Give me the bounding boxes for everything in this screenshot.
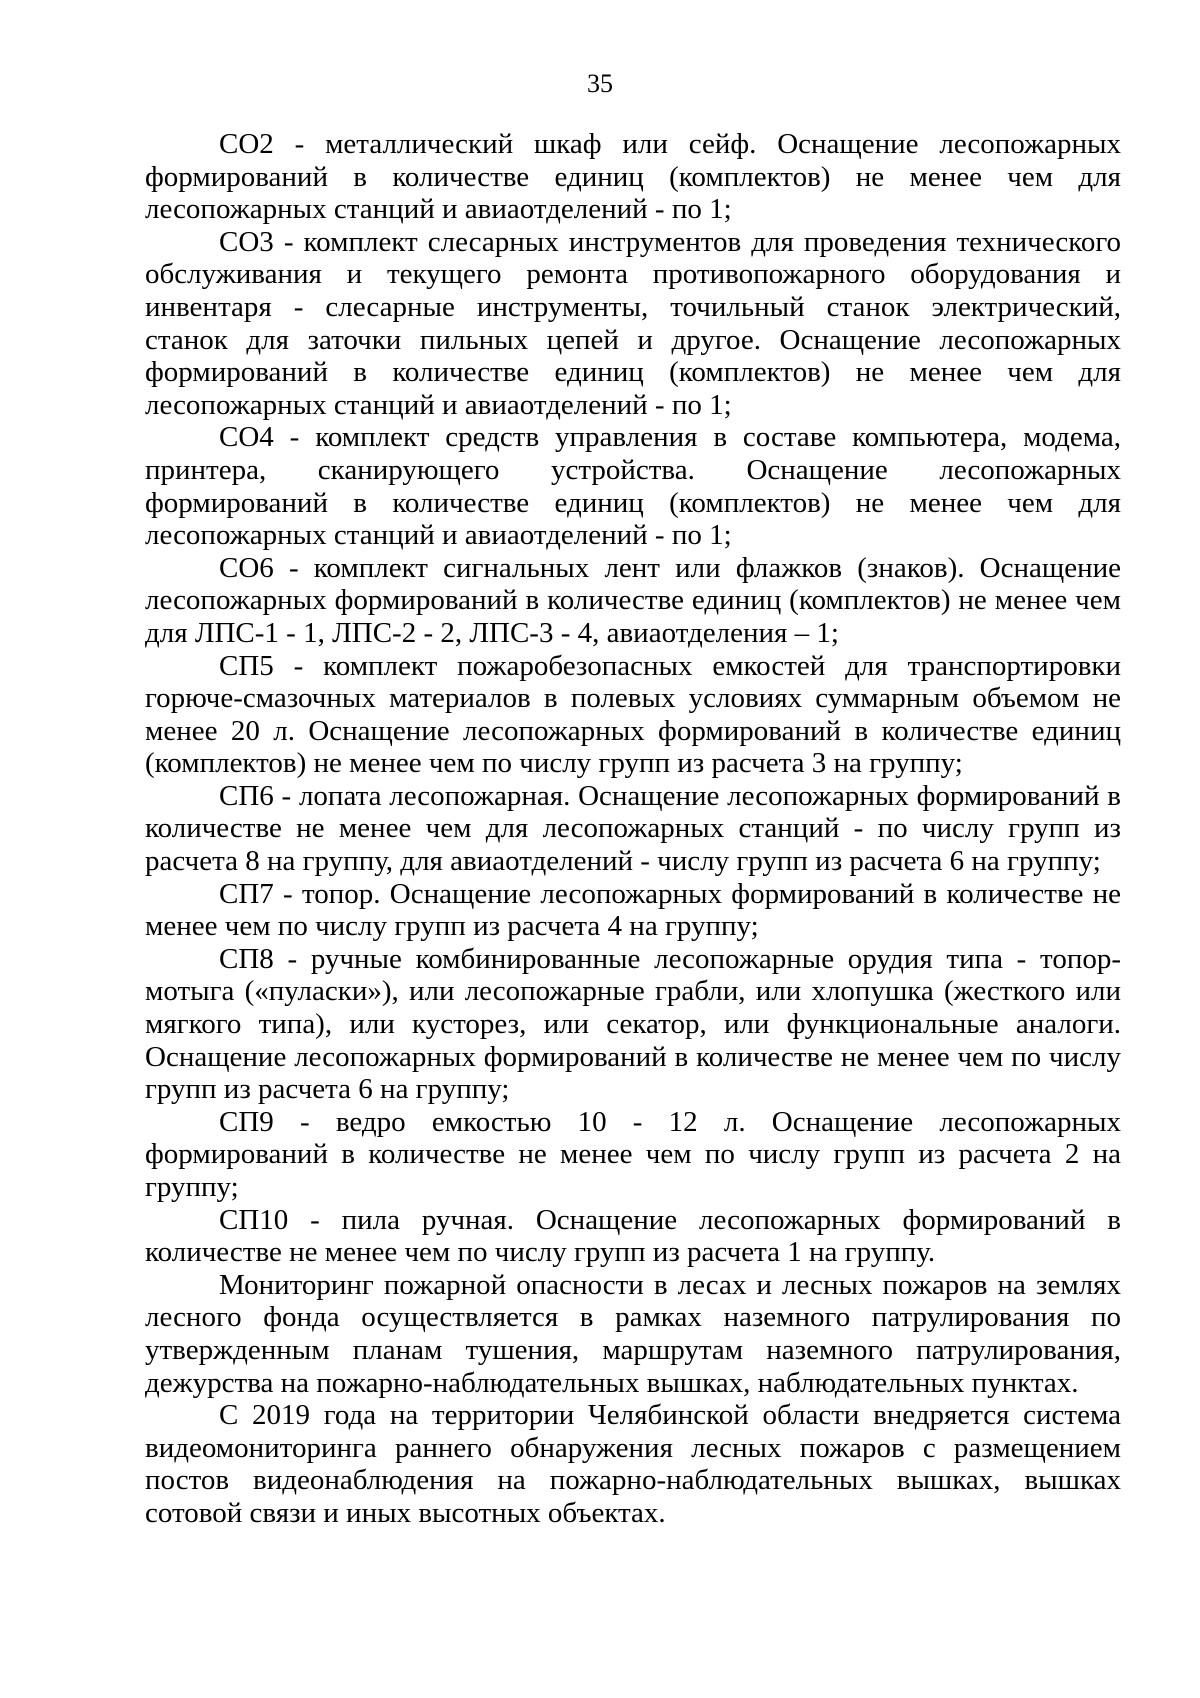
paragraph-sp5: СП5 - комплект пожаробезопасных емкостей для транспортировки горюче-смазочных материалов в полевых условиях суммарным объемом не менее 20 л. Оснащение лесопожарных формирований в количестве единиц (комплектов) не менее чем по числу групп из расчета 3 на группу; (145, 649, 1121, 780)
page-number: 35 (587, 69, 613, 98)
paragraph-sp10: СП10 - пила ручная. Оснащение лесопожарных формирований в количестве не менее чем по числу групп из расчета 1 на группу. (145, 1203, 1121, 1269)
paragraph-sp9: СП9 - ведро емкостью 10 - 12 л. Оснащение лесопожарных формирований в количестве не менее чем по числу групп из расчета 2 на группу; (145, 1105, 1121, 1203)
paragraph-monitoring: Мониторинг пожарной опасности в лесах и лесных пожаров на землях лесного фонда осуществляется в рамках наземного патрулирования по утвержденным планам тушения, маршрутам наземного патрулирования, дежурства на пожарно-наблюдательных вышках, наблюдательных пунктах. (145, 1268, 1121, 1399)
paragraph-co6: СО6 - комплект сигнальных лент или флажков (знаков). Оснащение лесопожарных формирований в количестве единиц (комплектов) не менее чем для ЛПС-1 - 1, ЛПС-2 - 2, ЛПС-3 - 4, авиаотделения – 1; (145, 551, 1121, 649)
paragraph-sp7: СП7 - топор. Оснащение лесопожарных формирований в количестве не менее чем по числу групп из расчета 4 на группу; (145, 877, 1121, 943)
document-body (145, 128, 1121, 1530)
paragraph-co2: СО2 - металлический шкаф или сейф. Оснащение лесопожарных формирований в количестве единиц (комплектов) не менее чем для лесопожарных станций и авиаотделений - по 1; (145, 128, 1121, 226)
paragraph-sp6: СП6 - лопата лесопожарная. Оснащение лесопожарных формирований в количестве не менее чем для лесопожарных станций - по числу групп из расчета 8 на группу, для авиаотделений - числу групп из расчета 6 на группу; (145, 779, 1121, 878)
paragraph-sp8: СП8 - ручные комбинированные лесопожарные орудия типа - топор-мотыга («пуласки»), или лесопожарные грабли, или хлопушка (жесткого или мягкого типа), или кусторез, или секатор, или функциональные аналоги. Оснащение лесопожарных формирований в количестве не менее чем по числу групп из расчета 6 на группу; (145, 942, 1121, 1106)
paragraph-video-monitoring: С 2019 года на территории Челябинской области внедряется система видеомониторинга раннего обнаружения лесных пожаров с размещением постов видеонаблюдения на пожарно-наблюдательных вышках, вышках сотовой связи и иных высотных объектах. (145, 1399, 1121, 1529)
paragraph-co3: СО3 - комплект слесарных инструментов для проведения технического обслуживания и текущего ремонта противопожарного оборудования и инвентаря - слесарные инструменты, точильный станок электрический, станок для заточки пильных цепей и другое. Оснащение лесопожарных формирований в количестве единиц (комплектов) не менее чем для лесопожарных станций и авиаотделений - по 1; (145, 225, 1121, 421)
paragraph-co4: СО4 - комплект средств управления в составе компьютера, модема, принтера, сканирующего устройства. Оснащение лесопожарных формирований в количестве единиц (комплектов) не менее чем для лесопожарных станций и авиаотделений - по 1; (145, 421, 1121, 552)
